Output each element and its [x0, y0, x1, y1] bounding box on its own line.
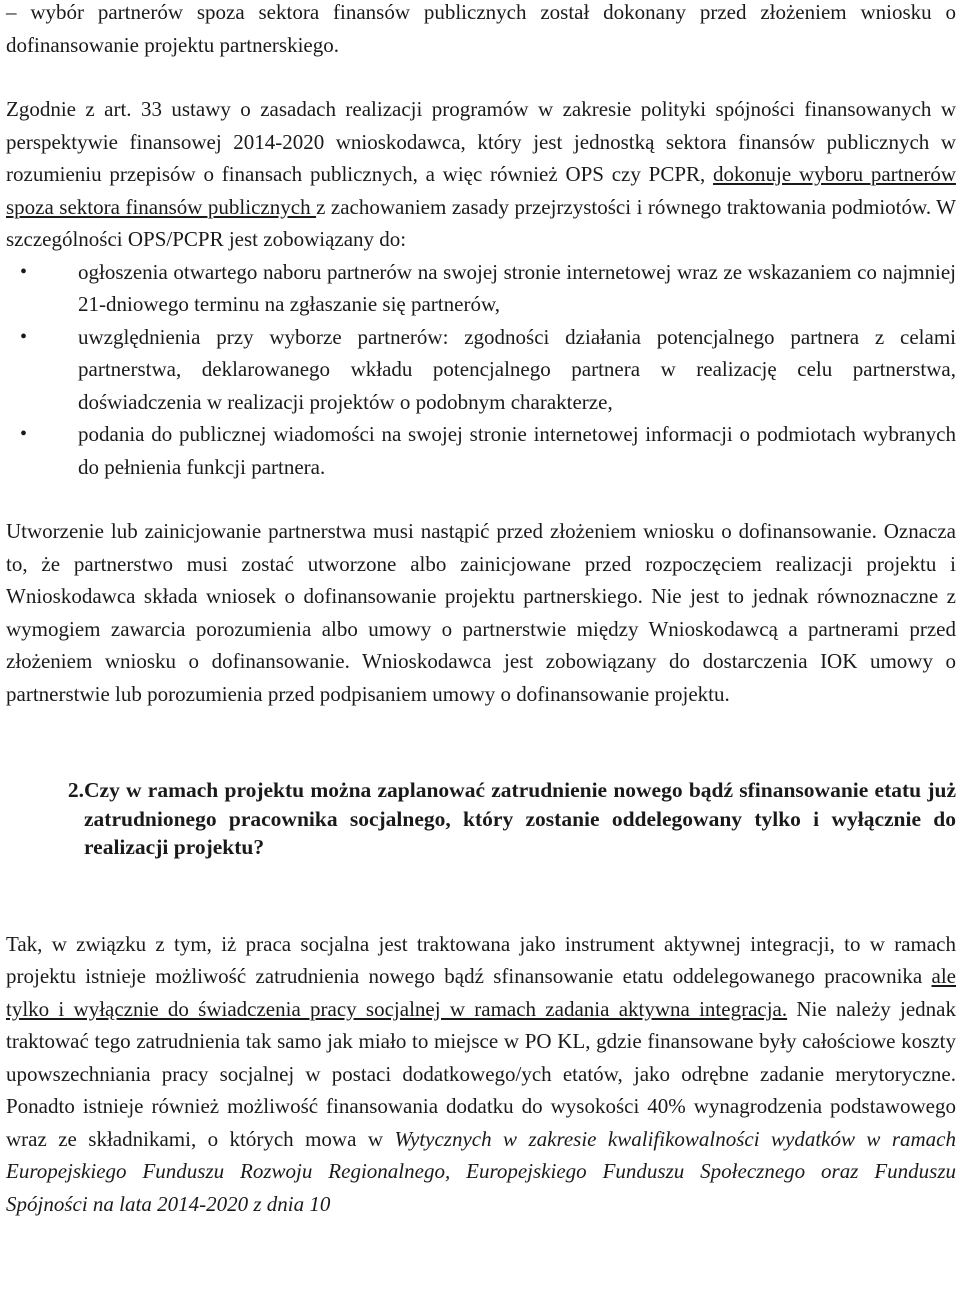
paragraph-article-33 [6, 93, 956, 256]
article-33-text-continued: z zachowaniem zasady przejrzystości i równego traktowania podmiotów. W szczególności OPS/PCPR jest zobowiązany do: [6, 194, 957, 251]
answer-text: Tak, w związku z tym, iż praca socjalna jest traktowana jako instrument aktywnej integracji, to w ramach projektu istnieje możliwość zatrudnienia nowego bądź sfinansowanie etatu oddelegowanego pracownika [6, 931, 956, 988]
question-text: Czy w ramach projektu można zaplanować zatrudnienie nowego bądź sfinansowanie etatu już zatrudnionego pracownika socjalnego, który zostanie oddelegowany tylko i wyłącznie do realizacji projektu? [84, 778, 956, 859]
list-item [6, 418, 956, 483]
document-page [6, 0, 956, 1220]
list-item [6, 321, 956, 419]
bullet-icon: • [20, 423, 28, 445]
list-item-text: ogłoszenia otwartego naboru partnerów na swojej stronie internetowej wraz ze wskazaniem co najmniej 21-dniowego terminu na zgłaszanie się partnerów, [78, 259, 956, 316]
paragraph-answer [6, 928, 956, 1221]
list-item-text: podania do publicznej wiadomości na swojej stronie internetowej informacji o podmiotach wybranych do pełnienia funkcji partnera. [78, 422, 956, 479]
list-item-text: uwzględnienia przy wyborze partnerów: zgodności działania potencjalnego partnera z celami partnerstwa, deklarowanego wkładu potencjalnego partnera w realizację celu partnerstwa, doświadczenia w realizacji projektów o podobnym charakterze, [78, 324, 956, 414]
list-item [6, 256, 956, 321]
article-33-underlined-text: dokonuje wyboru partnerów spoza sektora finansów publicznych [6, 162, 956, 219]
paragraph-partnership-timing: Utworzenie lub zainicjowanie partnerstwa musi nastąpić przed złożeniem wniosku o dofinansowanie. Oznacza to, że partnerstwo musi zostać utworzone albo zainicjowane przed rozpoczęciem realizacji projektu i Wnioskodawca składa wniosek o dofinansowanie projektu partnerskiego. Nie jest to jednak równoznaczne z wymogiem zawarcia porozumienia albo umowy o partnerstwie między Wnioskodawcą a partnerami przed złożeniem wniosku o dofinansowanie. Wnioskodawca jest zobowiązany do dostarczenia IOK umowy o partnerstwie lub porozumienia przed podpisaniem umowy o dofinansowanie projektu. [6, 519, 956, 706]
obligations-list [6, 256, 956, 484]
question-number: 2. [67, 778, 84, 802]
answer-underlined-text: ale tylko i wyłącznie do świadczenia pracy socjalnej w ramach zadania aktywna integracja. [6, 964, 956, 1021]
bullet-icon: • [20, 325, 28, 348]
bullet-icon: • [20, 260, 28, 283]
question-heading [6, 776, 956, 862]
paragraph-partner-selection-condition: – wybór partnerów spoza sektora finansów publicznych został dokonany przed złożeniem wniosku o dofinansowanie projektu partnerskiego. [6, 0, 956, 57]
answer-text-continued: Nie należy jednak traktować tego zatrudnienia tak samo jak miało to miejsce w PO KL, gdzie finansowane były całościowe koszty upowszechniania pracy socjalnej w postaci dodatkowego/ych etatów, jako odrębne zadanie merytoryczne. Ponadto istnieje również możliwość finansowania dodatku do wysokości 40% wynagrodzenia podstawowego wraz ze składnikami, o których mowa w [6, 996, 957, 1151]
answer-italic-citation: Wytycznych w zakresie kwalifikowalności wydatków w ramach Europejskiego Funduszu Rozwoju Regionalnego, Europejskiego Funduszu Społecznego oraz Funduszu Spójności na lata 2014-2020 z dnia 10 [6, 1126, 956, 1216]
article-33-text: Zgodnie z art. 33 ustawy o zasadach realizacji programów w zakresie polityki spójności finansowanych w perspektywie finansowej 2014-2020 wnioskodawca, który jest jednostką sektora finansów publicznych w rozumieniu przepisów o finansach publicznych, a więc również OPS czy PCPR, [6, 97, 956, 186]
